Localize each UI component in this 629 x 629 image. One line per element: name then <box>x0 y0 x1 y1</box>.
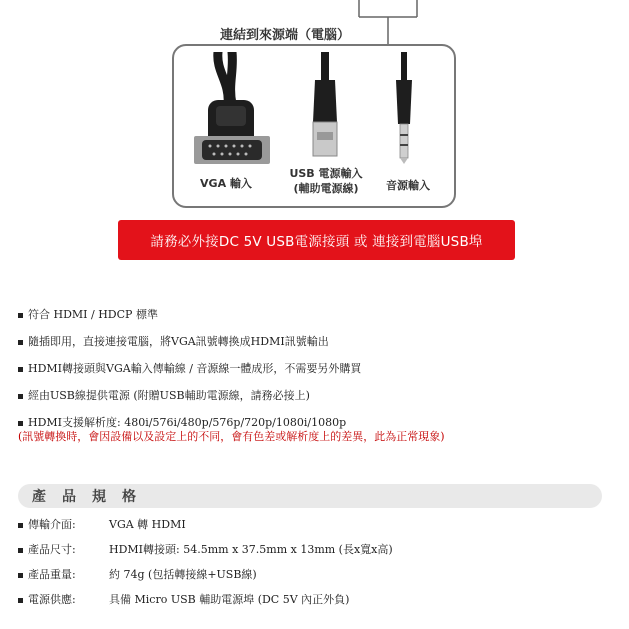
connection-diagram <box>0 0 629 270</box>
vga-connector-icon <box>188 52 278 172</box>
usb-power-input-label <box>276 166 376 196</box>
feature-text: 隨插即用，直接連接電腦，將VGA訊號轉換成HDMI訊號輸出 <box>28 335 329 348</box>
spec-section-header: 產品規格 <box>18 484 602 508</box>
feature-item <box>18 335 618 362</box>
feature-text: HDMI轉接頭與VGA輸入傳輸線 / 音源線一體成形，不需要另外購買 <box>28 362 362 375</box>
spec-label: 電源供應: <box>28 593 76 606</box>
spec-row <box>18 518 618 543</box>
bullet-icon <box>18 548 23 553</box>
feature-list <box>18 308 618 444</box>
spec-row <box>18 593 618 618</box>
bullet-icon <box>18 367 23 372</box>
spec-row <box>18 543 618 568</box>
spec-label: 產品重量: <box>28 568 76 581</box>
spec-value: 具備 Micro USB 輔助電源埠 (DC 5V 內正外負) <box>109 593 350 606</box>
spec-value: 約 74g (包括轉接線+USB線) <box>109 568 257 581</box>
feature-item <box>18 389 618 416</box>
spec-value: VGA 轉 HDMI <box>109 518 186 531</box>
spec-label: 產品尺寸: <box>28 543 76 556</box>
bullet-icon <box>18 523 23 528</box>
bullet-icon <box>18 313 23 318</box>
bullet-icon <box>18 421 23 426</box>
feature-item <box>18 362 618 389</box>
spec-value: HDMI轉接頭: 54.5mm x 37.5mm x 13mm (長x寬x高) <box>109 543 393 556</box>
power-warning-banner: 請務必外接DC 5V USB電源接頭 或 連接到電腦USB埠 <box>118 220 515 260</box>
spec-list <box>18 518 618 618</box>
audio-input-label: 音源輸入 <box>386 179 430 192</box>
bullet-icon <box>18 340 23 345</box>
vga-input-label: VGA 輸入 <box>200 177 252 190</box>
spec-row <box>18 568 618 593</box>
feature-text: 符合 HDMI / HDCP 標準 <box>28 308 158 321</box>
feature-note: (訊號轉換時，會因設備以及設定上的不同，會有色差或解析度上的差異，此為正常現象) <box>18 430 445 443</box>
feature-text: HDMI支援解析度: 480i/576i/480p/576p/720p/1080i/1080p <box>28 416 347 429</box>
diagram-title: 連結到來源端（電腦） <box>219 28 350 43</box>
bullet-icon <box>18 598 23 603</box>
bullet-icon <box>18 573 23 578</box>
bullet-icon <box>18 394 23 399</box>
usb-power-input-line1: USB 電源輸入 <box>289 167 363 180</box>
feature-item <box>18 308 618 335</box>
audio-jack-icon <box>384 52 424 167</box>
usb-connector-icon <box>305 52 345 162</box>
spec-label: 傳輸介面: <box>28 518 76 531</box>
feature-text: 經由USB線提供電源 (附贈USB輔助電源線，請務必接上) <box>28 389 310 402</box>
usb-power-input-line2: (輔助電源線) <box>293 182 359 195</box>
